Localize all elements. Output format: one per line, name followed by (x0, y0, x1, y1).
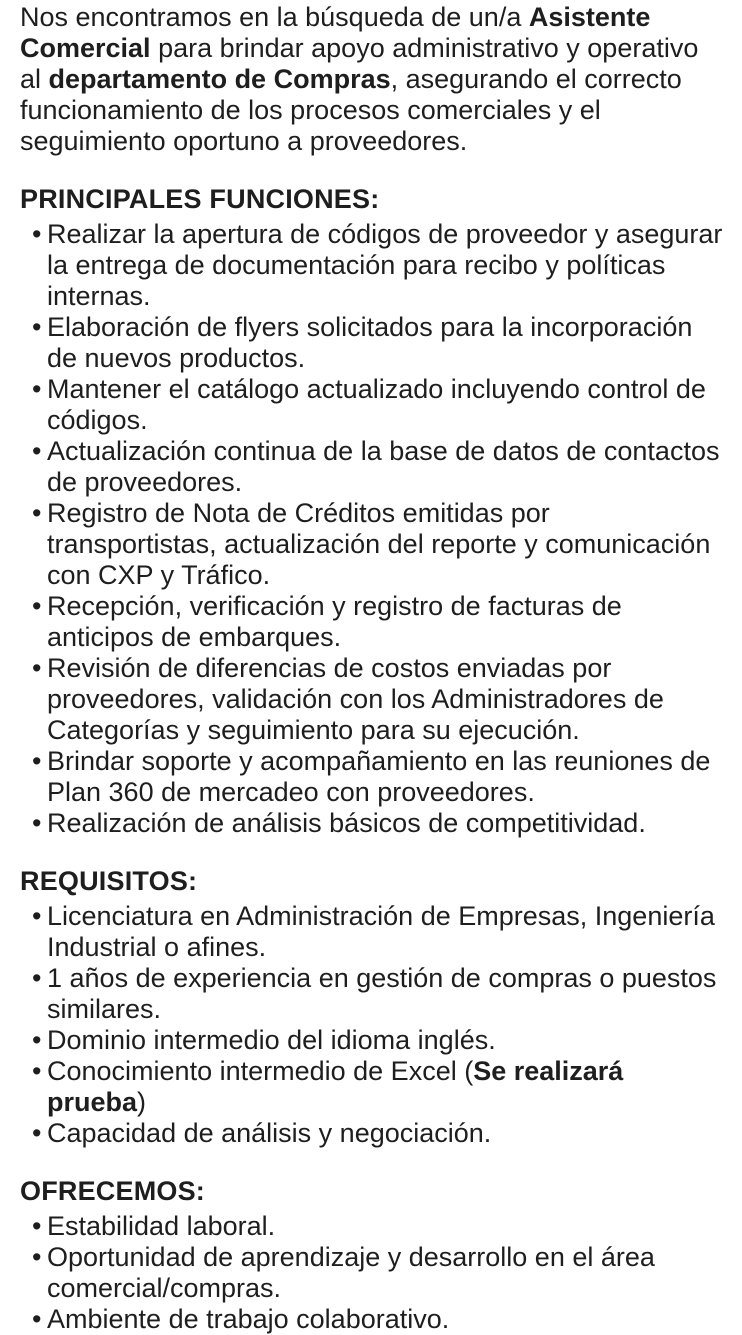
bullet-icon: • (32, 374, 42, 404)
bullet-icon: • (32, 436, 42, 466)
bullet-item (20, 591, 726, 653)
bullet-icon: • (32, 1025, 42, 1055)
bullet-icon: • (32, 808, 42, 838)
text: Licenciatura en Administración de Empresas, Ingeniería Industrial o afines. (47, 901, 715, 962)
text: Realización de análisis básicos de competitividad. (47, 808, 646, 838)
section-heading: REQUISITOS: (20, 866, 198, 896)
text: Registro de Nota de Créditos emitidas por transportistas, actualización del reporte y comunicación con CXP y Tráfico. (47, 498, 711, 590)
text: Nos encontramos en la búsqueda de un/a (20, 2, 529, 32)
bullet-icon: • (32, 219, 42, 249)
bullet-item (20, 1056, 726, 1118)
text: Revisión de diferencias de costos enviadas por proveedores, validación con los Administradores de Categorías y seguimiento para su ejecución. (47, 653, 664, 745)
text: Ambiente de trabajo colaborativo. (47, 1304, 450, 1334)
text: Actualización continua de la base de datos de contactos de proveedores. (47, 436, 720, 497)
bullet-item (20, 963, 726, 1025)
bullet-icon: • (32, 653, 42, 683)
bullet-icon: • (32, 1056, 42, 1086)
text: Elaboración de flyers solicitados para la incorporación de nuevos productos. (47, 312, 693, 373)
bold-text: Se realizará prueba (47, 1056, 624, 1117)
bullet-icon: • (32, 1118, 42, 1148)
bullet-item (20, 1118, 726, 1149)
bold-text: Asistente Comercial (20, 2, 651, 63)
bullet-item (20, 901, 726, 963)
bullet-list (20, 901, 726, 1149)
text: Estabilidad laboral. (47, 1211, 276, 1241)
text: Oportunidad de aprendizaje y desarrollo en el área comercial/compras. (47, 1242, 655, 1303)
bullet-item (20, 312, 726, 374)
bullet-item (20, 1025, 726, 1056)
section (20, 866, 726, 1149)
intro-paragraph (20, 2, 726, 157)
section (20, 1176, 726, 1335)
section (20, 184, 726, 839)
sections-container (20, 184, 726, 1335)
bullet-item (20, 746, 726, 808)
bullet-item (20, 808, 726, 839)
bullet-item (20, 436, 726, 498)
bullet-icon: • (32, 1242, 42, 1272)
bullet-item (20, 374, 726, 436)
bullet-item (20, 498, 726, 591)
bullet-list (20, 1211, 726, 1335)
text: Realizar la apertura de códigos de proveedor y asegurar la entrega de documentación para recibo y políticas internas. (47, 219, 723, 311)
bullet-item (20, 1242, 726, 1304)
text: Capacidad de análisis y negociación. (47, 1118, 492, 1148)
text: 1 años de experiencia en gestión de compras o puestos similares. (47, 963, 717, 1024)
bullet-item (20, 653, 726, 746)
bullet-icon: • (32, 901, 42, 931)
bullet-item (20, 1304, 726, 1335)
text: Mantener el catálogo actualizado incluyendo control de códigos. (47, 374, 706, 435)
section-heading: PRINCIPALES FUNCIONES: (20, 184, 380, 214)
bullet-list (20, 219, 726, 839)
section-heading: OFRECEMOS: (20, 1176, 206, 1206)
bold-text: departamento de Compras (48, 64, 391, 94)
text: Brindar soporte y acompañamiento en las reuniones de Plan 360 de mercadeo con proveedores. (47, 746, 711, 807)
bullet-icon: • (32, 963, 42, 993)
bullet-icon: • (32, 1304, 42, 1334)
text: Dominio intermedio del idioma inglés. (47, 1025, 496, 1055)
bullet-icon: • (32, 312, 42, 342)
text: Conocimiento intermedio de Excel ( (47, 1056, 474, 1086)
text: Recepción, verificación y registro de facturas de anticipos de embarques. (47, 591, 622, 652)
bullet-icon: • (32, 591, 42, 621)
text: , asegurando el correcto funcionamiento de los procesos comerciales y el seguimiento oportuno a proveedores. (20, 64, 682, 156)
bullet-icon: • (32, 498, 42, 528)
bullet-item (20, 1211, 726, 1242)
bullet-icon: • (32, 746, 42, 776)
text: ) (137, 1087, 147, 1117)
bullet-item (20, 219, 726, 312)
text: para brindar apoyo administrativo y operativo al (20, 33, 699, 94)
bullet-icon: • (32, 1211, 42, 1241)
